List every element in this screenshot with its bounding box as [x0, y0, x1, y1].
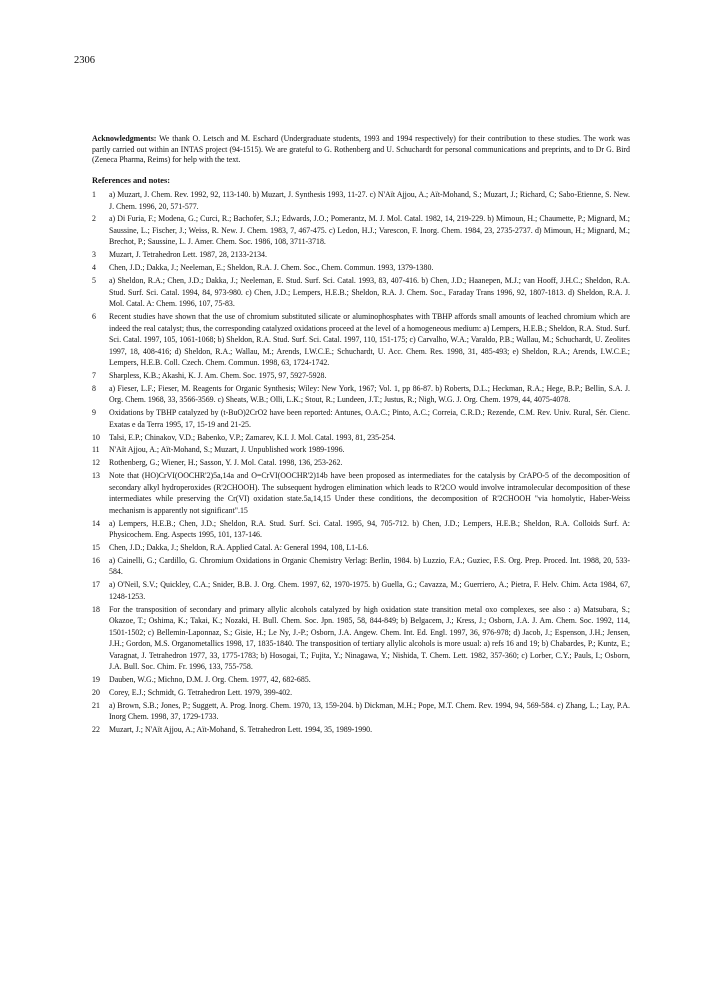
reference-item	[92, 213, 630, 248]
reference-item	[92, 518, 630, 541]
reference-text: For the transposition of secondary and primary allylic alcohols catalyzed by high oxidation state transition metal oxo complexes, see also : a) Matsubara, S.; Okazoe, T.; Oshima, K.; Takai, K.; Nozaki, H. Bull. Chem. Soc. Jpn. 1985, 58, 844-849; b) Belgacem, J.; Kress, J.; Osborn, J.A. J. Am. Chem. Soc. 1992, 114, 1501-1502; c) Bellemin-Laponnaz, S.; Gisie, H.; Le Ny, J.-P.; Osborn, J.A. Angew. Chem. Int. Ed. Engl. 1997, 36, 976-978; d) Jacob, J.; Espenson, J.H.; Jensen, J.H.; Gordon, M.S. Organometallics 1998, 17, 1835-1840. The transposition of tertiary allylic alcohols is more usual: a) refs 16 and 19; b) Chabardes, P.; Kuntz, E.; Varagnat, J. Tetrahedron 1977, 33, 1775-1783; b) Hosogai, T.; Fujita, Y.; Ninagawa, Y.; Nishida, T. Chem. Lett. 1982, 357-360; c) Lorber, C.Y.; Pauls, I.; Osborn, J.A. Bull. Soc. Chim. Fr. 1996, 133, 755-758.	[109, 604, 630, 672]
acknowledgments	[92, 134, 630, 166]
reference-text: Muzart, J.; N'Aït Ajjou, A.; Aït-Mohand, S. Tetrahedron Lett. 1994, 35, 1989-1990.	[109, 725, 373, 735]
page-number: 2306	[74, 55, 95, 66]
reference-number: 11	[92, 445, 100, 455]
reference-number: 7	[92, 370, 96, 380]
reference-number: 20	[92, 688, 100, 698]
reference-item	[92, 432, 630, 444]
reference-text: a) O'Neil, S.V.; Quickley, C.A.; Snider, B.B. J. Org. Chem. 1997, 62, 1970-1975. b) Guella, G.; Cavazza, M.; Guerriero, A.; Pietra, F. Helv. Chim. Acta 1984, 67, 1248-1253.	[109, 580, 630, 601]
reference-item	[92, 407, 630, 430]
reference-text: Oxidations by TBHP catalyzed by (t-BuO)2CrO2 have been reported: Antunes, O.A.C.; Pinto, A.C.; Correia, C.R.D.; Rezende, C.M. Rev. Univ. Rural, Sér. Cienc. Exatas e da Terra 1995, 17, 15-19 and 21-25.	[109, 408, 630, 429]
reference-number: 9	[92, 408, 96, 418]
reference-number: 13	[92, 471, 100, 481]
reference-item	[92, 249, 630, 261]
reference-number: 6	[92, 311, 96, 321]
reference-item	[92, 674, 630, 686]
reference-text: Sharpless, K.B.; Akashi, K. J. Am. Chem. Soc. 1975, 97, 5927-5928.	[109, 370, 327, 380]
reference-number: 18	[92, 604, 100, 614]
reference-item	[92, 370, 630, 382]
reference-number: 21	[92, 700, 100, 710]
reference-number: 16	[92, 555, 100, 565]
reference-number: 3	[92, 250, 96, 260]
reference-text: Corey, E.J.; Schmidt, G. Tetrahedron Lett. 1979, 399-402.	[109, 688, 293, 698]
acknowledgments-text: We thank O. Letsch and M. Eschard (Undergraduate students, 1993 and 1994 respectively) for their contribution to these studies. The work was partly carried out within an INTAS project (94-1515). We are grateful to G. Rothenberg and U. Schuchardt for personal communications and preprints, and to Dr G. Bird (Zeneca Pharma, Reims) for help with the text.	[92, 134, 630, 165]
reference-text: Recent studies have shown that the use of chromium substituted silicate or aluminophosphates with TBHP affords small amounts of leached chromium which are indeed the real catalyst; thus, the corresponding catalyzed oxidations proceed at the level of a homogeneous medium: a) Lempers, H.E.B.; Sheldon, R.A. Stud. Surf. Sci. Catal. 1997, 105, 1061-1068; b) Sheldon, R.A. Stud. Surf. Sci. Catal. 1997, 110, 151-175; c) Carvalho, W.A.; Varaldo, P.B.; Wallau, M.; Schuchardt, U. Zeolites 1997, 18, 408-416; d) Sheldon, R.A.; Wallau, M.; Arends, I.W.C.E.; Schuchardt, U. Acc. Chem. Res. 1998, 31, 485-493; e) Sheldon, R.A.; Arends, I.W.C.E.; Lempers, H.E.B. Coll. Czech. Chem. Commun. 1998, 63, 1724-1742.	[109, 311, 630, 368]
reference-text: N'Aït Ajjou, A.; Aït-Mohand, S.; Muzart, J. Unpublished work 1989-1996.	[109, 445, 345, 455]
reference-item	[92, 383, 630, 406]
reference-number: 19	[92, 675, 100, 685]
reference-number: 14	[92, 518, 100, 528]
reference-item	[92, 262, 630, 274]
reference-item	[92, 542, 630, 554]
reference-text: a) Fieser, L.F.; Fieser, M. Reagents for Organic Synthesis; Wiley: New York, 1967; Vol. 1, pp 86-87. b) Roberts, D.L.; Heckman, R.A.; Hege, B.P.; Bellin, S.A. J. Org. Chem. 1968, 33, 3566-3569. c) Sheats, W.B.; Olli, L.K.; Stout, R.; Lundeen, J.T.; Justus, R.; Nigh, W.G. J. Org. Chem. 1979, 44, 4075-4078.	[109, 383, 630, 405]
reference-number: 12	[92, 458, 100, 468]
reference-item	[92, 579, 630, 602]
reference-item	[92, 457, 630, 469]
reference-number: 4	[92, 263, 96, 273]
reference-text: Note that (HO)CrVI(OOCHR'2)5a,14a and O=CrVI(OOCHR'2)14b have been proposed as intermediates for the catalysis by CrAPO-5 of the decomposition of secondary alkyl hydroperoxides (R'2CHOOH). The subsequent hydrogen elimination which leads to R'2CO would involve intramolecular decomposition of these intermediates while preserving the Cr(VI) oxidation state.5a,14,15 Under these conditions, the decomposition of R'2CHOOH "via homolytic, Haber-Weiss mechanism is apparently not significant".15	[109, 471, 630, 515]
reference-text: a) Cainelli, G.; Cardillo, G. Chromium Oxidations in Organic Chemistry Verlag: Berlin, 1984. b) Luzzio, F.A.; Guziec, F.S. Org. Prep. Proced. Int. 1988, 20, 533-584.	[109, 555, 630, 577]
reference-number: 15	[92, 543, 100, 553]
reference-text: Rothenberg, G.; Wiener, H.; Sasson, Y. J. Mol. Catal. 1998, 136, 253-262.	[109, 458, 343, 468]
reference-text: a) Muzart, J. Chem. Rev. 1992, 92, 113-140. b) Muzart, J. Synthesis 1993, 11-27. c) N'Aït Ajjou, A.; Aït-Mohand, S.; Muzart, J.; Richard, C; Sabo-Etienne, S. New. J. Chem. 1996, 20, 571-577.	[109, 190, 630, 211]
reference-text: a) Brown, S.B.; Jones, P.; Suggett, A. Prog. Inorg. Chem. 1970, 13, 159-204. b) Dickman, M.H.; Pope, M.T. Chem. Rev. 1994, 94, 569-584. c) Zhang, L.; Lay, P.A. Inorg Chem. 1998, 37, 1729-1733.	[109, 700, 630, 722]
references-heading: References and notes:	[92, 176, 170, 185]
reference-item	[92, 724, 630, 736]
reference-text: a) Lempers, H.E.B.; Chen, J.D.; Sheldon, R.A. Stud. Surf. Sci. Catal. 1995, 94, 705-712. b) Chen, J.D.; Lempers, H.E.B.; Sheldon, R.A. Colloids Surf. A: Physicochem. Eng. Aspects 1995, 101, 137-146.	[109, 518, 630, 540]
reference-number: 17	[92, 580, 100, 590]
reference-text: Chen, J.D.; Dakka, J.; Neeleman, E.; Sheldon, R.A. J. Chem. Soc., Chem. Commun. 1993, 1379-1380.	[109, 263, 434, 273]
reference-item	[92, 470, 630, 516]
reference-number: 5	[92, 276, 96, 286]
reference-text: a) Sheldon, R.A.; Chen, J.D.; Dakka, J.; Neeleman, E. Stud. Surf. Sci. Catal. 1993, 83, 407-416. b) Chen, J.D.; Haanepen, M.J.; van Hooff, J.H.C.; Sheldon, R.A. Stud. Surf. Sci. Catal. 1994, 84, 973-980. c) Chen, J.D.; Lempers, H.E.B.; Sheldon, R.A. J. Chem. Soc., Faraday Trans 1996, 92, 1807-1813. d) Sheldon, R.A. J. Mol. Catal. A: Chem. 1996, 107, 75-83.	[109, 276, 630, 309]
reference-number: 10	[92, 432, 100, 442]
reference-number: 1	[92, 190, 96, 199]
reference-item	[92, 189, 630, 212]
reference-item	[92, 275, 630, 310]
reference-text: Chen, J.D.; Dakka, J.; Sheldon, R.A. Applied Catal. A: General 1994, 108, L1-L6.	[109, 543, 369, 553]
reference-number: 8	[92, 383, 96, 393]
reference-item	[92, 604, 630, 673]
reference-list	[92, 189, 630, 737]
reference-item	[92, 444, 630, 456]
acknowledgments-label: Acknowledgments:	[92, 134, 157, 143]
reference-text: a) Di Furia, F.; Modena, G.; Curci, R.; Bachofer, S.J.; Edwards, J.O.; Pomerantz, M. J. Mol. Catal. 1982, 14, 219-229. b) Mimoun, H.; Chaumette, P.; Mignard, M.; Saussine, L.; Fischer, J.; Weiss, R. New. J. Chem. 1983, 7, 467-475. c) Ledon, H.J.; Varescon, F. Inorg. Chem. 1984, 23, 2735-2737. d) Mimoun, H.; Mignard, M.; Brechot, P.; Saussine, L. J. Amer. Chem. Soc. 1986, 108, 3711-3718.	[109, 214, 630, 247]
reference-number: 22	[92, 725, 100, 735]
reference-number: 2	[92, 214, 96, 224]
reference-text: Dauben, W.G.; Michno, D.M. J. Org. Chem. 1977, 42, 682-685.	[109, 675, 311, 685]
reference-text: Talsi, E.P.; Chinakov, V.D.; Babenko, V.P.; Zamarev, K.I. J. Mol. Catal. 1993, 81, 235-254.	[109, 432, 396, 442]
reference-item	[92, 555, 630, 578]
reference-item	[92, 687, 630, 699]
reference-text: Muzart, J. Tetrahedron Lett. 1987, 28, 2133-2134.	[109, 250, 267, 260]
reference-item	[92, 700, 630, 723]
reference-item	[92, 311, 630, 369]
